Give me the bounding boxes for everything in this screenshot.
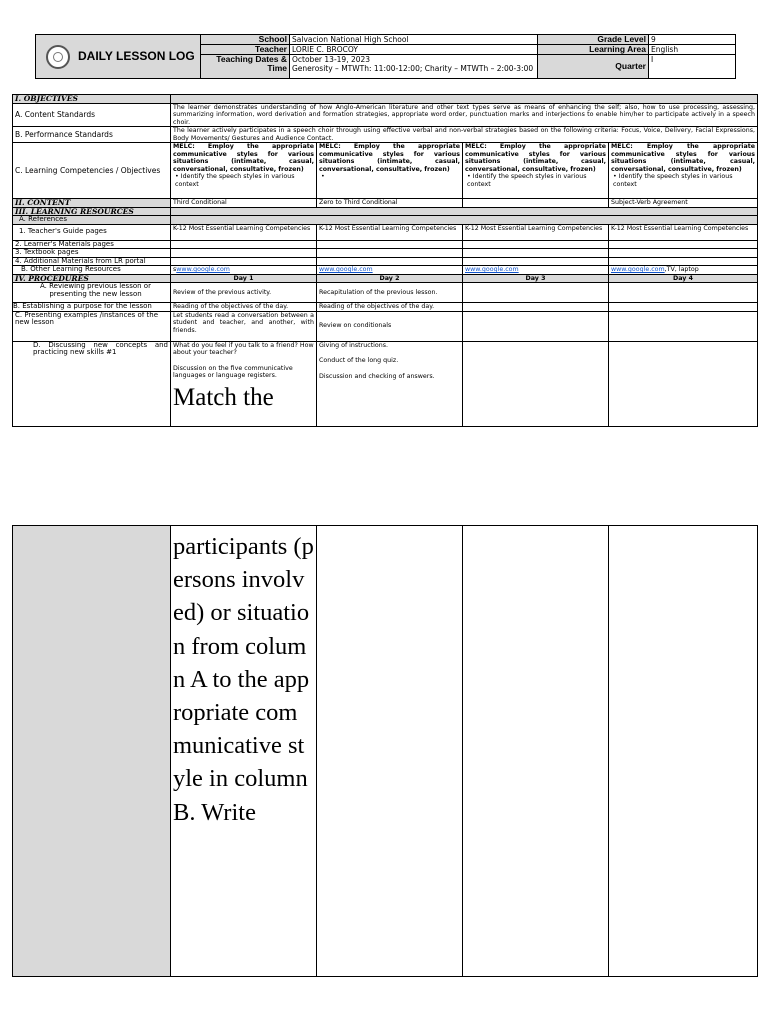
continued-label-cell — [13, 526, 171, 977]
procedure-c-day1: Let students read a conversation between a student and teacher, and another, with friends. — [171, 311, 317, 341]
teaching-dates-value — [290, 55, 538, 79]
performance-standards-label: B. Performance Standards — [13, 127, 171, 143]
competency-bullet: • Identify the speech styles in various context — [175, 173, 295, 188]
grade-level-label: Grade Level — [538, 35, 649, 45]
references-label: A. References — [13, 216, 171, 225]
deped-seal-icon — [46, 45, 70, 69]
competency-day1 — [171, 143, 317, 199]
teachers-guide-day1: K-12 Most Essential Learning Competencies — [171, 224, 317, 240]
day-header-3: Day 3 — [463, 274, 609, 283]
learners-materials-label: 2. Learner's Materials pages — [13, 240, 171, 249]
document-title: DAILY LESSON LOG — [78, 49, 195, 63]
teachers-guide-label: 1. Teacher's Guide pages — [13, 224, 171, 240]
objectives-heading: I. OBJECTIVES — [13, 95, 171, 104]
day-header-4: Day 4 — [609, 274, 758, 283]
teaching-dates-line2: Generosity – MTWTh: 11:00-12:00; Charity – MTWTh – 2:00-3:00 — [292, 64, 534, 73]
procedure-d-day1-activity: Match the — [173, 383, 274, 411]
procedure-b-label: B. Establishing a purpose for the lesson — [13, 303, 171, 312]
teacher-label: Teacher — [201, 45, 290, 55]
teaching-dates-label: Teaching Dates & Time — [201, 55, 290, 79]
procedure-b-day1: Reading of the objectives of the day. — [171, 303, 317, 312]
procedure-a-day1: Review of the previous activity. — [171, 283, 317, 303]
procedure-d-day1-question: What do you feel if you talk to a friend? How about your teacher? — [173, 341, 314, 356]
procedure-b-day2: Reading of the objectives of the day. — [317, 303, 463, 312]
competency-day4 — [609, 143, 758, 199]
content-standards-label: A. Content Standards — [13, 103, 171, 127]
procedure-d-day2 — [317, 341, 463, 426]
textbook-pages-label: 3. Textbook pages — [13, 249, 171, 258]
procedure-d-day2-instructions: Giving of instructions. — [319, 341, 389, 349]
teacher-value: LORIE C. BROCOY — [290, 45, 538, 55]
content-heading: II. CONTENT — [13, 199, 171, 208]
learning-area-value: English — [649, 45, 736, 55]
melc-text: MELC: Employ the appropriate communicative styles for various situations (intimate, casual, conversational, consultative, frozen) — [465, 143, 606, 173]
melc-text: MELC: Employ the appropriate communicative styles for various situations (intimate, casual, conversational, consultative, frozen) — [611, 143, 755, 173]
continued-activity-text: participants (persons involved) or situation from column A to the appropriate communicative style in column B. Write — [171, 526, 317, 977]
procedure-d-day1 — [171, 341, 317, 426]
melc-text: MELC: Employ the appropriate communicative styles for various situations (intimate, casual, conversational, consultative, frozen) — [319, 143, 460, 173]
procedure-d-day2-discussion: Discussion and checking of answers. — [319, 372, 435, 380]
google-link[interactable]: www.google.com — [176, 266, 230, 273]
competency-day2 — [317, 143, 463, 199]
continued-table — [12, 525, 758, 977]
performance-standards-text: The learner actively participates in a speech choir through using effective verbal and non-verbal strategies based on the following criteria: Focus, Voice, Delivery, Facial Expressions, Body Movements/ Gestures and Audience Contact. — [171, 127, 758, 143]
procedure-c-day2: Review on conditionals — [317, 311, 463, 341]
learning-resources-heading: III. LEARNING RESOURCES — [13, 207, 171, 216]
logo-cell — [36, 35, 201, 79]
school-value: Salvacion National High School — [290, 35, 538, 45]
teachers-guide-day2: K-12 Most Essential Learning Competencies — [317, 224, 463, 240]
header-table — [35, 34, 736, 79]
teachers-guide-day3: K-12 Most Essential Learning Competencies — [463, 224, 609, 240]
content-standards-text: The learner demonstrates understanding of how Anglo-American literature and other text types serve as means of enhancing the self; also, how to use processing, assessing, summarizing information, word derivation and formation strategies, appropriate word order, punctuation marks and interjections to enable him/her to participate actively in a speech choir. — [171, 103, 758, 127]
content-day4: Subject-Verb Agreement — [609, 199, 758, 208]
competency-bullet: • Identify the speech styles in various context — [613, 173, 733, 188]
other-resources-day2 — [317, 266, 463, 275]
learning-area-label: Learning Area — [538, 45, 649, 55]
procedure-d-label: D. Discussing new concepts and practicing new skills #1 — [13, 341, 171, 426]
google-link[interactable]: www.google.com — [465, 266, 519, 273]
procedure-a-day2: Recapitulation of the previous lesson. — [317, 283, 463, 303]
teaching-dates-line1: October 13-19, 2023 — [292, 55, 371, 64]
procedure-c-label: C. Presenting examples /instances of the new lesson — [13, 311, 171, 341]
other-resources-label: B. Other Learning Resources — [13, 266, 171, 275]
other-resources-day4: www.google.com,TV, laptop — [609, 266, 758, 275]
grade-level-value: 9 — [649, 35, 736, 45]
day-header-2: Day 2 — [317, 274, 463, 283]
quarter-label: Quarter — [538, 55, 649, 79]
melc-text: MELC: Employ the appropriate communicative styles for various situations (intimate, casual, conversational, consultative, frozen) — [173, 143, 314, 173]
competency-bullet: • Identify the speech styles in various context — [467, 173, 587, 188]
procedure-a-label: A. Reviewing previous lesson or presenting the new lesson — [13, 283, 171, 303]
other-resources-day1: swww.google.com — [171, 266, 317, 275]
procedure-d-day1-discussion: Discussion on the five communicative languages or language registers. — [173, 364, 293, 379]
quarter-value: I — [649, 55, 736, 79]
content-day2: Zero to Third Conditional — [317, 199, 463, 208]
school-label: School — [201, 35, 290, 45]
teachers-guide-day4: K-12 Most Essential Learning Competencies — [609, 224, 758, 240]
google-link[interactable]: www.google.com — [319, 266, 373, 273]
google-link[interactable]: www.google.com — [611, 266, 665, 273]
procedures-heading: IV. PROCEDURES — [13, 274, 171, 283]
competency-bullet: • — [321, 173, 325, 180]
content-day1: Third Conditional — [171, 199, 317, 208]
procedure-d-day2-quiz: Conduct of the long quiz. — [319, 357, 399, 364]
content-day3 — [463, 199, 609, 208]
day-header-1: Day 1 — [171, 274, 317, 283]
other-resources-day3 — [463, 266, 609, 275]
competency-day3 — [463, 143, 609, 199]
competencies-label: C. Learning Competencies / Objectives — [13, 143, 171, 199]
additional-materials-label: 4. Additional Materials from LR portal — [13, 257, 171, 266]
lesson-log-table — [12, 94, 758, 427]
